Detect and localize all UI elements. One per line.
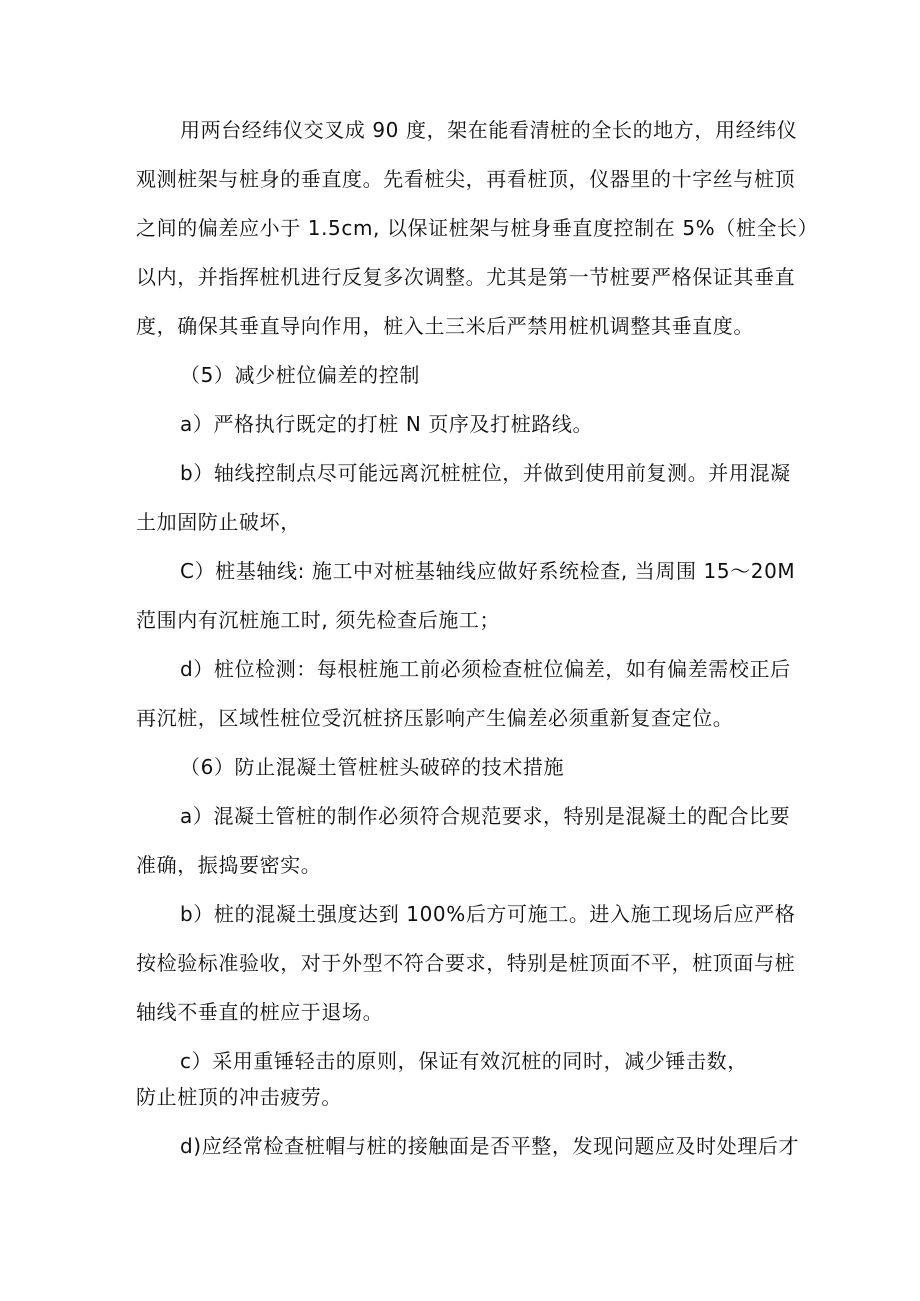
text-line: b）桩的混凝土强度达到 100%后方可施工。进入施工现场后应严格 [180, 902, 796, 926]
text-line: 按检验标准验收，对于外型不符合要求，特别是桩顶面不平，桩顶面与桩 [136, 951, 796, 975]
text-line: 土加固防止破坏， [136, 510, 301, 534]
text-line: 防止桩顶的冲击疲劳。 [136, 1085, 342, 1109]
section-heading: （6）防止混凝土管桩桩头破碎的技术措施 [180, 755, 565, 779]
text-line: C）桩基轴线: 施工中对桩基轴线应做好系统检查, 当周围 15～20M [180, 559, 796, 583]
text-line: 再沉桩，区域性桩位受沉桩挤压影响产生偏差必须重新复查定位。 [136, 706, 734, 730]
text-line: 准确，振捣要密实。 [136, 853, 322, 877]
text-line: c）采用重锤轻击的原则，保证有效沉桩的同时，减少锤击数， [180, 1049, 748, 1073]
text-line: 轴线不垂直的桩应于退场。 [136, 1000, 384, 1024]
text-line: b）轴线控制点尽可能远离沉桩桩位，并做到使用前复测。并用混凝 [180, 461, 791, 485]
text-line: 度，确保其垂直导向作用，桩入土三米后严禁用桩机调整其垂直度。 [136, 314, 754, 338]
text-line: 以内，并指挥桩机进行反复多次调整。尤其是第一节桩要严格保证其垂直 [136, 265, 796, 289]
text-line: 观测桩架与桩身的垂直度。先看桩尖，再看桩顶，仪器里的十字丝与桩顶 [136, 167, 796, 191]
section-heading: （5）减少桩位偏差的控制 [180, 363, 420, 387]
text-line: a）混凝土管桩的制作必须符合规范要求，特别是混凝土的配合比要 [180, 804, 791, 828]
text-line: d)应经常检查桩帽与桩的接触面是否平整，发现问题应及时处理后才 [180, 1134, 800, 1158]
text-line: d）桩位检测：每根桩施工前必须检查桩位偏差，如有偏差需校正后 [180, 657, 791, 681]
text-line: 用两台经纬仪交叉成 90 度，架在能看清桩的全长的地方，用经纬仪 [180, 118, 798, 142]
text-line: 之间的偏差应小于 1.5cm, 以保证桩架与桩身垂直度控制在 5%（桩全长） [136, 216, 819, 240]
text-line: a）严格执行既定的打桩 N 页序及打桩路线。 [180, 412, 594, 436]
text-line: 范围内有沉桩施工时, 须先检查后施工； [136, 608, 501, 632]
